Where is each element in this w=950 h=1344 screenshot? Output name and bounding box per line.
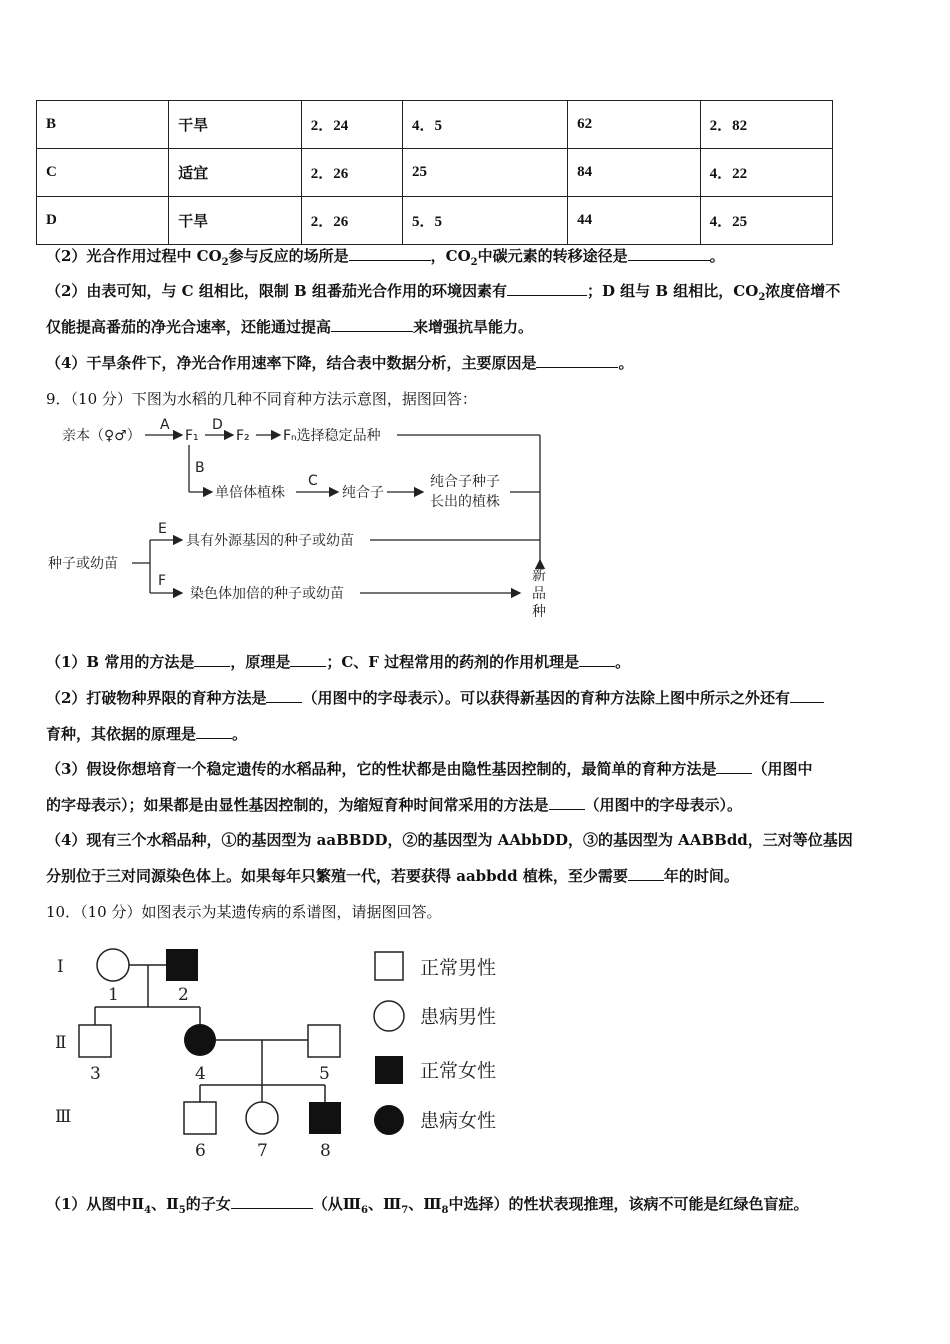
label-e: E [158, 521, 167, 537]
breeding-diagram [40, 415, 560, 630]
q9-part-2a: （2）打破物种界限的育种方法是 （用图中的字母表示）。可以获得新基因的育种方法除上图中所示之外还有 [46, 688, 824, 708]
legend-affected-male-symbol [374, 1001, 404, 1031]
number-8: 8 [320, 1141, 331, 1161]
label-f: F [158, 573, 167, 589]
label-c: C [308, 473, 318, 489]
individual-I-1 [97, 949, 129, 981]
q9-part-4b: 分别位于三对同源染色体上。如果每年只繁殖一代，若要获得 aabbdd 植株，至少需要 年的时间。 [46, 867, 739, 885]
answer-blank[interactable] [507, 281, 587, 296]
q9-part-1: （1）B 常用的方法是 ，原理是 ；C、F 过程常用的药剂的作用机理是 。 [46, 653, 631, 671]
answer-blank[interactable] [790, 688, 824, 703]
table-row [37, 149, 833, 197]
table-cell: 4．22 [700, 149, 832, 197]
individual-III-6 [184, 1102, 216, 1134]
q9-part-2b: 育种，其依据的原理是 。 [46, 725, 248, 743]
label-fn: Fₙ选择稳定品种 [283, 428, 381, 444]
table-cell: B [37, 101, 169, 149]
answer-blank[interactable] [196, 724, 232, 739]
label-seed-2: 长出的植株 [430, 494, 500, 510]
table-cell: 62 [568, 101, 701, 149]
table-cell: 干旱 [169, 197, 302, 245]
answer-blank[interactable] [579, 652, 615, 667]
pedigree-chart [45, 940, 565, 1165]
label-d: D [212, 417, 223, 433]
q8-line-3: 仅能提高番茄的净光合速率，还能通过提高 来增强抗旱能力。 [46, 318, 534, 336]
individual-II-3 [79, 1025, 111, 1057]
answer-blank[interactable] [628, 246, 710, 261]
individual-I-2 [166, 949, 198, 981]
legend-affected-male: 患病男性 [420, 1006, 497, 1028]
answer-blank[interactable] [549, 795, 585, 810]
q9-part-3b: 的字母表示）；如果都是由显性基因控制的，为缩短育种时间常采用的方法是 （用图中的字母表示）。 [46, 796, 743, 814]
data-table [36, 100, 833, 245]
number-6: 6 [195, 1141, 206, 1161]
label-new-2: 品 [532, 586, 546, 602]
label-seedling: 种子或幼苗 [48, 556, 118, 572]
q8-line-1: （2）光合作用过程中 $CO_2$参与反应的场所是 ，$CO_2$中碳元素的转移途径是 。 [46, 247, 725, 268]
table-cell: 25 [403, 149, 568, 197]
table-cell: 5．5 [403, 197, 568, 245]
individual-II-4 [184, 1024, 216, 1056]
q10-heading: 10．（10 分）如图表示为某遗传病的系谱图，请据图回答。 [46, 903, 442, 921]
table-cell: 84 [568, 149, 701, 197]
answer-blank[interactable] [231, 1194, 313, 1209]
number-3: 3 [90, 1064, 101, 1084]
q8-line-2: （2）由表可知，与 C 组相比，限制 B 组番茄光合作用的环境因素有 ；D 组与 B 组相比，$CO_2$浓度倍增不 [46, 282, 841, 303]
answer-blank[interactable] [331, 317, 413, 332]
table-cell: 4．25 [700, 197, 832, 245]
label-seed-1: 纯合子种子 [430, 474, 500, 490]
number-5: 5 [319, 1064, 330, 1084]
label-f1: F₁ [185, 428, 199, 444]
number-2: 2 [178, 985, 189, 1005]
table-cell: D [37, 197, 169, 245]
individual-II-5 [308, 1025, 340, 1057]
number-1: 1 [108, 985, 119, 1005]
table-row [37, 101, 833, 149]
individual-III-7 [246, 1102, 278, 1134]
answer-blank[interactable] [194, 652, 230, 667]
legend-normal-male-symbol [375, 952, 403, 980]
number-7: 7 [257, 1141, 268, 1161]
q8-line-4: （4）干旱条件下，净光合作用速率下降，结合表中数据分析，主要原因是 。 [46, 354, 634, 372]
q9-heading: 9．（10 分）下图为水稻的几种不同育种方法示意图，据图回答： [46, 390, 477, 408]
table-cell: 4．5 [403, 101, 568, 149]
generation-label-2: Ⅱ [55, 1033, 67, 1053]
label-homozygote: 纯合子 [342, 485, 384, 501]
answer-blank[interactable] [716, 759, 752, 774]
table-cell: 2．82 [700, 101, 832, 149]
answer-blank[interactable] [536, 353, 618, 368]
legend-affected-female-symbol [374, 1105, 404, 1135]
answer-blank[interactable] [266, 688, 302, 703]
q10-part-1: （1）从图中$Ⅱ_4$、$Ⅱ_5$的子女 （从$Ⅲ_6$、$Ⅲ_7$、$Ⅲ_8$中选择）的性状表现推理，该病不可能是红绿色盲症。 [46, 1195, 809, 1216]
parent-label: 亲本（♀♂） [62, 428, 141, 444]
generation-label-3: Ⅲ [55, 1107, 72, 1127]
label-doubled: 染色体加倍的种子或幼苗 [190, 586, 344, 602]
q9-part-3a: （3）假设你想培育一个稳定遗传的水稻品种，它的性状都是由隐性基因控制的，最简单的育种方法是 （用图中 [46, 760, 813, 778]
answer-blank[interactable] [349, 246, 431, 261]
legend-affected-female: 患病女性 [420, 1110, 497, 1132]
table-cell: C [37, 149, 169, 197]
q9-part-4a: （4）现有三个水稻品种，①的基因型为 aaBBDD，②的基因型为 AAbbDD，③的基因型为 AABBdd，三对等位基因 [46, 831, 853, 849]
label-haploid: 单倍体植株 [215, 485, 285, 501]
table-cell: 44 [568, 197, 701, 245]
label-new-1: 新 [532, 568, 546, 584]
label-foreign-gene: 具有外源基因的种子或幼苗 [186, 533, 354, 549]
answer-blank[interactable] [290, 652, 326, 667]
legend-normal-female-symbol [375, 1056, 403, 1084]
table-row [37, 197, 833, 245]
table-cell: 2．26 [301, 197, 402, 245]
label-b: B [195, 460, 205, 476]
individual-III-8 [309, 1102, 341, 1134]
number-4: 4 [195, 1064, 206, 1084]
table-cell: 2．26 [301, 149, 402, 197]
table-cell: 2．24 [301, 101, 402, 149]
generation-label-1: I [57, 957, 64, 977]
legend-normal-female: 正常女性 [420, 1060, 497, 1082]
legend-normal-male: 正常男性 [420, 957, 497, 979]
table-cell: 干旱 [169, 101, 302, 149]
answer-blank[interactable] [628, 866, 664, 881]
table-cell: 适宜 [169, 149, 302, 197]
label-f2: F₂ [236, 428, 250, 444]
label-a: A [160, 417, 170, 433]
label-new-3: 种 [532, 604, 546, 620]
